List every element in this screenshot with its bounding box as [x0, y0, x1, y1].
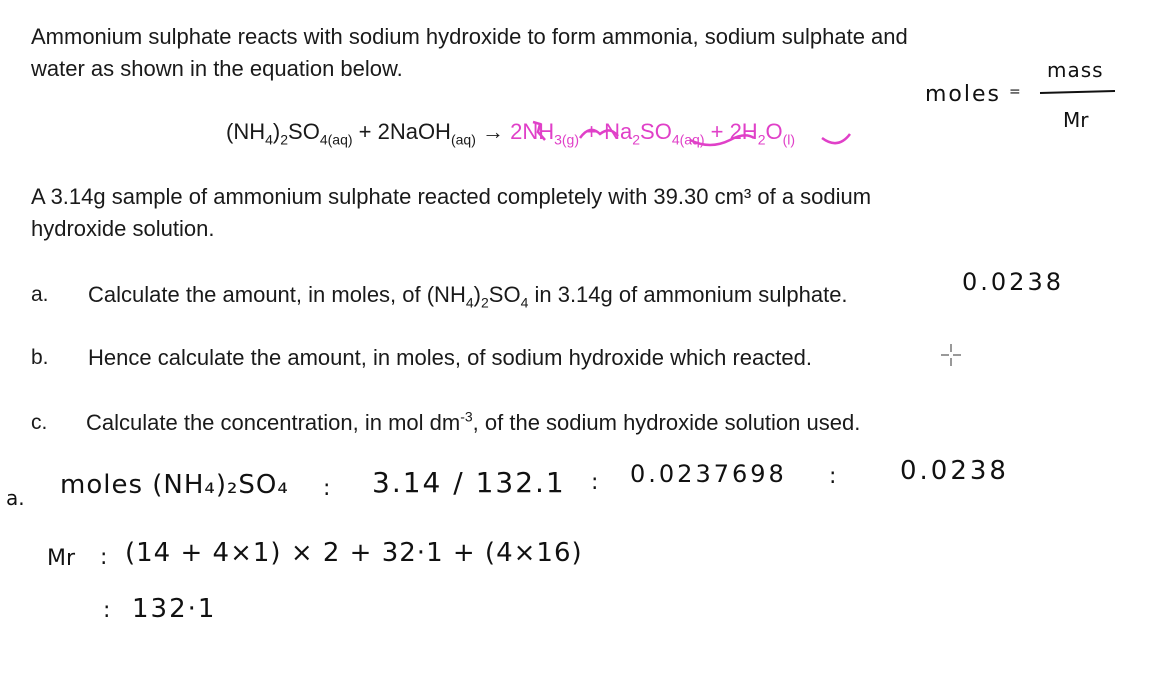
part-a-label: a. [31, 283, 49, 306]
hw-mr-result-colon: : [103, 598, 111, 623]
part-b-text: Hence calculate the amount, in moles, of sodium hydroxide which reacted. [88, 345, 812, 370]
hw-mr-result: 132·1 [132, 594, 217, 624]
hw-calc: 3.14 / 132.1 [372, 466, 566, 499]
hw-formula-mass: mass [1047, 58, 1104, 82]
chemical-equation: $(NH_4)_2SO_{4(aq)}$ + 2NaOH$_{(aq)}$ → $2NH_{3(g)} + Na_2SO_{4(aq)} + 2H_2O_{(l)}$ [226, 119, 796, 148]
hw-colon-1: : [323, 476, 331, 501]
hw-working-label: a. [6, 486, 25, 510]
hw-moles-lhs: moles (NH₄)₂SO₄ [60, 470, 289, 500]
intro-line-2: water as shown in the equation below. [31, 56, 403, 81]
hw-raw-result: 0.0237698 [630, 460, 787, 488]
product-sodium-sulphate: + $Na_2SO_{4(aq)}$ [579, 119, 705, 148]
hw-mr-calc: (14 + 4×1) × 2 + 32·1 + (4×16) [125, 538, 583, 568]
hw-cursor-mark [941, 344, 961, 366]
intro-line-1: Ammonium sulphate reacts with sodium hydroxide to form ammonia, sodium sulphate and [31, 24, 908, 49]
product-ammonia: $2NH_{3(g)}$ [510, 119, 580, 148]
hw-formula-mr: Mr [1063, 108, 1089, 132]
hw-answer-a: 0.0238 [900, 456, 1009, 486]
product-water: + $2H_2O_{(l)}$ [704, 119, 796, 148]
hw-mr-label: Mr [47, 546, 76, 571]
hw-formula-moles: moles [925, 82, 1001, 107]
hw-fraction-bar [1040, 91, 1115, 93]
part-c-label: c. [31, 411, 48, 434]
sample-line-2: hydroxide solution. [31, 216, 215, 241]
hw-colon-2: : [591, 470, 599, 495]
sample-line-1: A 3.14g sample of ammonium sulphate reacted completely with 39.30 cm³ of a sodium [31, 184, 872, 209]
hw-mr-colon: : [100, 545, 108, 570]
hw-answer-a-margin: 0.0238 [962, 268, 1064, 296]
hw-formula-equals: = [1009, 84, 1021, 100]
part-b-label: b. [31, 346, 49, 369]
part-a-text: Calculate the amount, in moles, of $(NH_4)_2SO_4$ in 3.14g of ammonium sulphate. [88, 282, 848, 311]
part-c-text: Calculate the concentration, in mol $dm^{-3}$, of the sodium hydroxide solution used. [86, 408, 861, 435]
hw-colon-3: : [829, 464, 837, 489]
